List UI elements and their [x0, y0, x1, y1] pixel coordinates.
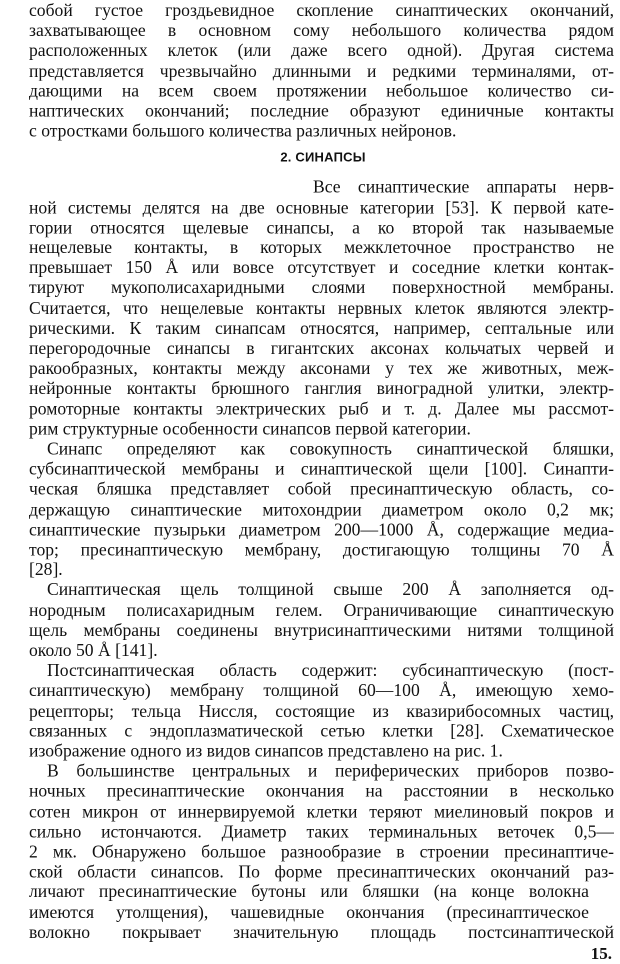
- text-line: перегородочные синапсы в гигантских аксонах кольчатых червей и: [29, 337, 614, 358]
- text-line: [28].: [29, 559, 63, 580]
- text-line: тируют мукополисахаридными слоями поверхностной мембраны.: [29, 277, 614, 298]
- text-line: ской области синапсов. По форме пресинаптических окончаний раз-: [29, 861, 614, 882]
- text-line: Все синаптические аппараты нерв-: [313, 176, 614, 197]
- section-heading: 2. СИНАПСЫ: [280, 149, 366, 165]
- text-line: имеются утолщения), чашевидные окончания (пресинаптическое: [29, 901, 589, 922]
- text-line: расположенных клеток (или даже всего одной). Другая система: [29, 40, 614, 61]
- text-line: ракообразных, контакты между аксонами у тех же животных, меж-: [29, 358, 614, 379]
- text-line: ческая бляшка представляет собой пресинаптическую область, со-: [29, 478, 614, 499]
- text-line: нещелевые контакты, в которых межклеточное пространство не: [29, 237, 614, 258]
- text-line: щель мембраны соединены внутрисинаптическими нитями толщиной: [29, 619, 614, 640]
- text-line: ночных пресинаптические окончания на расстоянии в несколько: [29, 780, 614, 801]
- text-line: держащую синаптические митохондрии диаметром около 0,2 мк;: [29, 499, 614, 519]
- text-line: нейронные контакты брюшного ганглия виноградной улитки, электр-: [29, 378, 614, 399]
- text-line: субсинаптической мембраны и синаптической щели [100]. Синапти-: [29, 458, 614, 479]
- text-line: Синаптическая щель толщиной свыше 200 Å заполняется од-: [47, 579, 614, 600]
- text-line: тор; пресинаптическую мембрану, достигающую толщины 70 Å: [29, 539, 614, 560]
- text-line: собой густое гроздьевидное скопление синаптических окончаний,: [29, 0, 614, 20]
- text-line: связанных с эндоплазматической сетью клетки [28]. Схематическое: [29, 720, 614, 741]
- text-line: Постсинаптическая область содержит: субсинаптическую (пост-: [47, 660, 614, 681]
- text-line: ной системы делятся на две основные категории [53]. К первой кате-: [29, 196, 614, 217]
- text-line: ромоторные контакты электрических рыб и т. д. Далее мы рассмот-: [29, 398, 614, 419]
- text-line: захватывающее в основном сому небольшого количества рядом: [29, 20, 614, 41]
- text-line: сотен микрон от иннервируемой клетки теряют миелиновый покров и: [29, 801, 614, 822]
- page-number: 15.: [590, 944, 612, 964]
- text-line: личают пресинаптические бутоны или бляшки (на конце волокна: [29, 881, 589, 902]
- text-line: с отростками большого количества различных нейронов.: [29, 120, 457, 141]
- text-line: синаптические пузырьки диаметром 200—1000 Å, содержащие медиа-: [29, 519, 614, 540]
- text-line: В большинстве центральных и периферических приборов позво-: [47, 760, 614, 781]
- text-line: рим структурные особенности синапсов первой категории.: [29, 418, 471, 439]
- text-line: синаптическую) мембрану толщиной 60—100 Å, имеющую хемо-: [29, 680, 614, 701]
- text-line: нородным полисахаридным гелем. Ограничивающие синаптическую: [29, 599, 614, 620]
- text-line: Синапс определяют как совокупность синаптической бляшки,: [47, 438, 614, 459]
- text-line: рецепторы; тельца Ниссля, состоящие из квазирибосомных частиц,: [29, 700, 614, 721]
- text-line: волокно покрывает значительную площадь постсинаптической: [29, 921, 614, 942]
- text-line: представляется чрезвычайно длинными и редкими терминалями, от-: [29, 60, 614, 81]
- text-line: около 50 Å [141].: [29, 640, 158, 660]
- text-line: превышает 150 Å или вовсе отсутствует и соседние клетки контак-: [29, 257, 614, 278]
- text-line: Считается, что нещелевые контакты нервных клеток являются электр-: [29, 297, 614, 318]
- text-line: рическими. К таким синапсам относятся, например, септальные или: [29, 317, 614, 338]
- text-line: гории относятся щелевые синапсы, а ко второй так называемые: [29, 217, 614, 238]
- text-line: сильно истончаются. Диаметр таких терминальных веточек 0,5—: [29, 821, 614, 842]
- text-line: изображение одного из видов синапсов представлено на рис. 1.: [29, 740, 503, 761]
- text-line: 2 мк. Обнаружено большое разнообразие в строении пресинаптиче-: [29, 841, 614, 862]
- text-line: наптических окончаний; последние образуют единичные контакты: [29, 100, 614, 121]
- text-line: дающими на всем своем протяжении небольшое количество си-: [29, 80, 614, 101]
